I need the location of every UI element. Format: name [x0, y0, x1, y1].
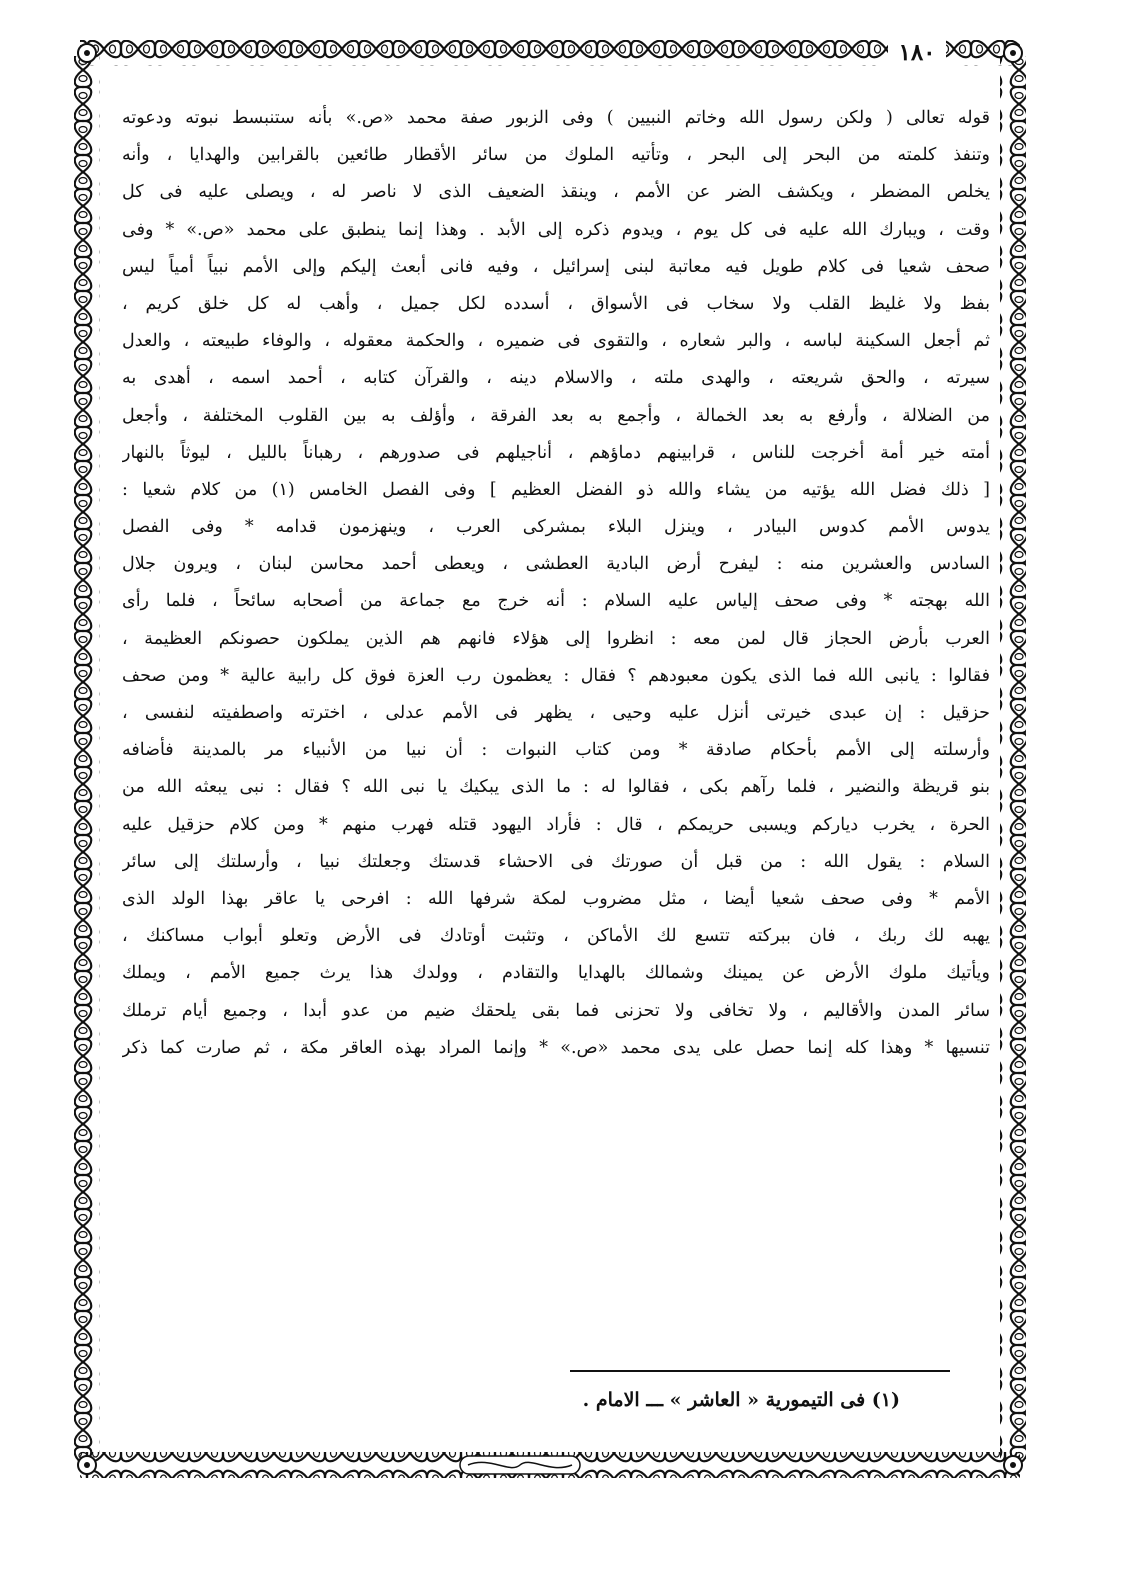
- footnote-divider: [570, 1370, 950, 1372]
- text-line: [ ذلك فضل الله يؤتيه من يشاء والله ذو الفضل العظيم ] وفى الفصل الخامس (١) من كلام شعيا :: [122, 479, 990, 500]
- text-line: الأمم * وفى صحف شعيا أيضا ، مثل مضروب لمكة شرفها الله : افرحى يا عاقر بهذا الولد الذى: [122, 888, 990, 909]
- text-line: وتنفذ كلمته من البحر إلى البحر ، وتأتيه الملوك من سائر الأقطار طائعين بالقرابين والهدايا ، وأنه: [122, 145, 990, 166]
- text-line: السادس والعشرين منه : ليفرح أرض البادية العطشى ، ويعطى أحمد محاسن لبنان ، ويرون جلال: [122, 554, 990, 575]
- text-line: وقت ، ويبارك الله عليه فى كل يوم ، ويدوم ذكره إلى الأبد . وهذا إنما ينطبق على محمد «ص.» * وفى: [122, 219, 990, 240]
- text-line: فقالوا : يانبى الله فما الذى يكون معبودهم ؟ فقال : يعظمون رب العزة فوق كل رابية عالية * ومن صحف: [122, 665, 990, 686]
- text-line: يهبه لك ربك ، فان ببركته تتسع لك الأماكن ، وتثبت أوتادك فى الأرض وتعلو أبواب مساكنك ،: [122, 926, 990, 947]
- text-line: ثم أجعل السكينة لباسه ، والبر شعاره ، والتقوى فى ضميره ، والحكمة معقوله ، والوفاء طبيعته ، والعدل: [122, 331, 990, 352]
- text-line: صحف شعيا فى كلام طويل فيه معاتبة لبنى إسرائيل ، وفيه فانى أبعث إليكم وإلى الأمم نبياً أمياً ليس: [122, 256, 990, 277]
- text-line: حزقيل : إن عبدى خيرتى أنزل عليه وحيى ، يظهر فى الأمم عدلى ، اخترته واصطفيته لنفسى ،: [122, 703, 990, 723]
- text-line: من الضلالة ، وأرفع به بعد الخمالة ، وأجمع به بعد الفرقة ، وأؤلف به بين القلوب المختلفة ، وأجعل: [122, 405, 990, 426]
- page-number: ١٨٠: [888, 38, 946, 68]
- footnote: (١) فى التيمورية « العاشر » ـــ الامام .: [582, 1389, 900, 1411]
- text-line: بفظ ولا غليظ القلب ولا سخاب فى الأسواق ، أسدده لكل جميل ، وأهب له كل خلق كريم ،: [122, 293, 990, 314]
- text-line: يدوس الأمم كدوس البيادر ، وينزل البلاء بمشركى العرب ، وينهزمون قدامه * وفى الفصل: [122, 517, 990, 538]
- text-line: قوله تعالى ( ولكن رسول الله وخاتم النبيين ) وفى الزبور صفة محمد «ص.» بأنه ستنبسط نبوته ودعوته: [122, 108, 990, 128]
- text-line: العرب بأرض الحجاز قال لمن معه : انظروا إلى هؤلاء فانهم هم الذين يملكون حصونكم العظيمة ،: [122, 628, 990, 649]
- text-line: الحرة ، يخرب دياركم ويسبى حريمكم ، قال : فأراد اليهود قتله فهرب منهم * ومن كلام حزقيل عليه: [122, 814, 990, 835]
- text-line: ويأتيك ملوك الأرض عن يمينك وشمالك بالهدايا والتقادم ، وولدك هذا يرث جميع الأمم ، ويملك: [122, 963, 990, 984]
- text-line: الله بهجته * وفى صحف إلياس عليه السلام : أنه خرج مع جماعة من أصحابه سائحاً ، فلما رأى: [122, 591, 990, 612]
- text-line: بنو قريظة والنضير ، فلما رآهم بكى ، فقالوا له : ما الذى يبكيك يا نبى الله ؟ فقال : نبى يبعثه الله من: [122, 777, 990, 798]
- text-line: السلام : يقول الله : من قبل أن صورتك فى الاحشاء قدستك وجعلتك نبيا ، وأرسلتك إلى سائر: [122, 851, 990, 872]
- text-line: سيرته ، والحق شريعته ، والهدى ملته ، والاسلام دينه ، والقرآن كتابه ، أحمد اسمه ، أهدى به: [122, 368, 990, 389]
- text-line: وأرسلته إلى الأمم بأحكام صادقة * ومن كتاب النبوات : أن نبيا من الأنبياء مر بالمدينة فأضافه: [122, 740, 990, 761]
- text-line: أمته خير أمة أخرجت للناس ، قرابينهم دماؤهم ، أناجيلهم فى صدورهم ، رهباناً بالليل ، ليوثاً بالنهار: [122, 442, 990, 463]
- text-line: سائر المدن والأقاليم ، ولا تخافى ولا تحزنى فما بقى يلحقك ضيم من عدو أبدا ، وجميع أيام ترملك: [122, 1000, 990, 1021]
- text-line: يخلص المضطر ، ويكشف الضر عن الأمم ، وينقذ الضعيف الذى لا ناصر له ، ويصلى عليه فى كل: [122, 182, 990, 203]
- main-text: [122, 100, 990, 1067]
- text-line: تنسيها * وهذا كله إنما حصل على يدى محمد «ص.» * وإنما المراد بهذه العاقر مكة ، ثم صارت كما ذكر: [122, 1037, 990, 1058]
